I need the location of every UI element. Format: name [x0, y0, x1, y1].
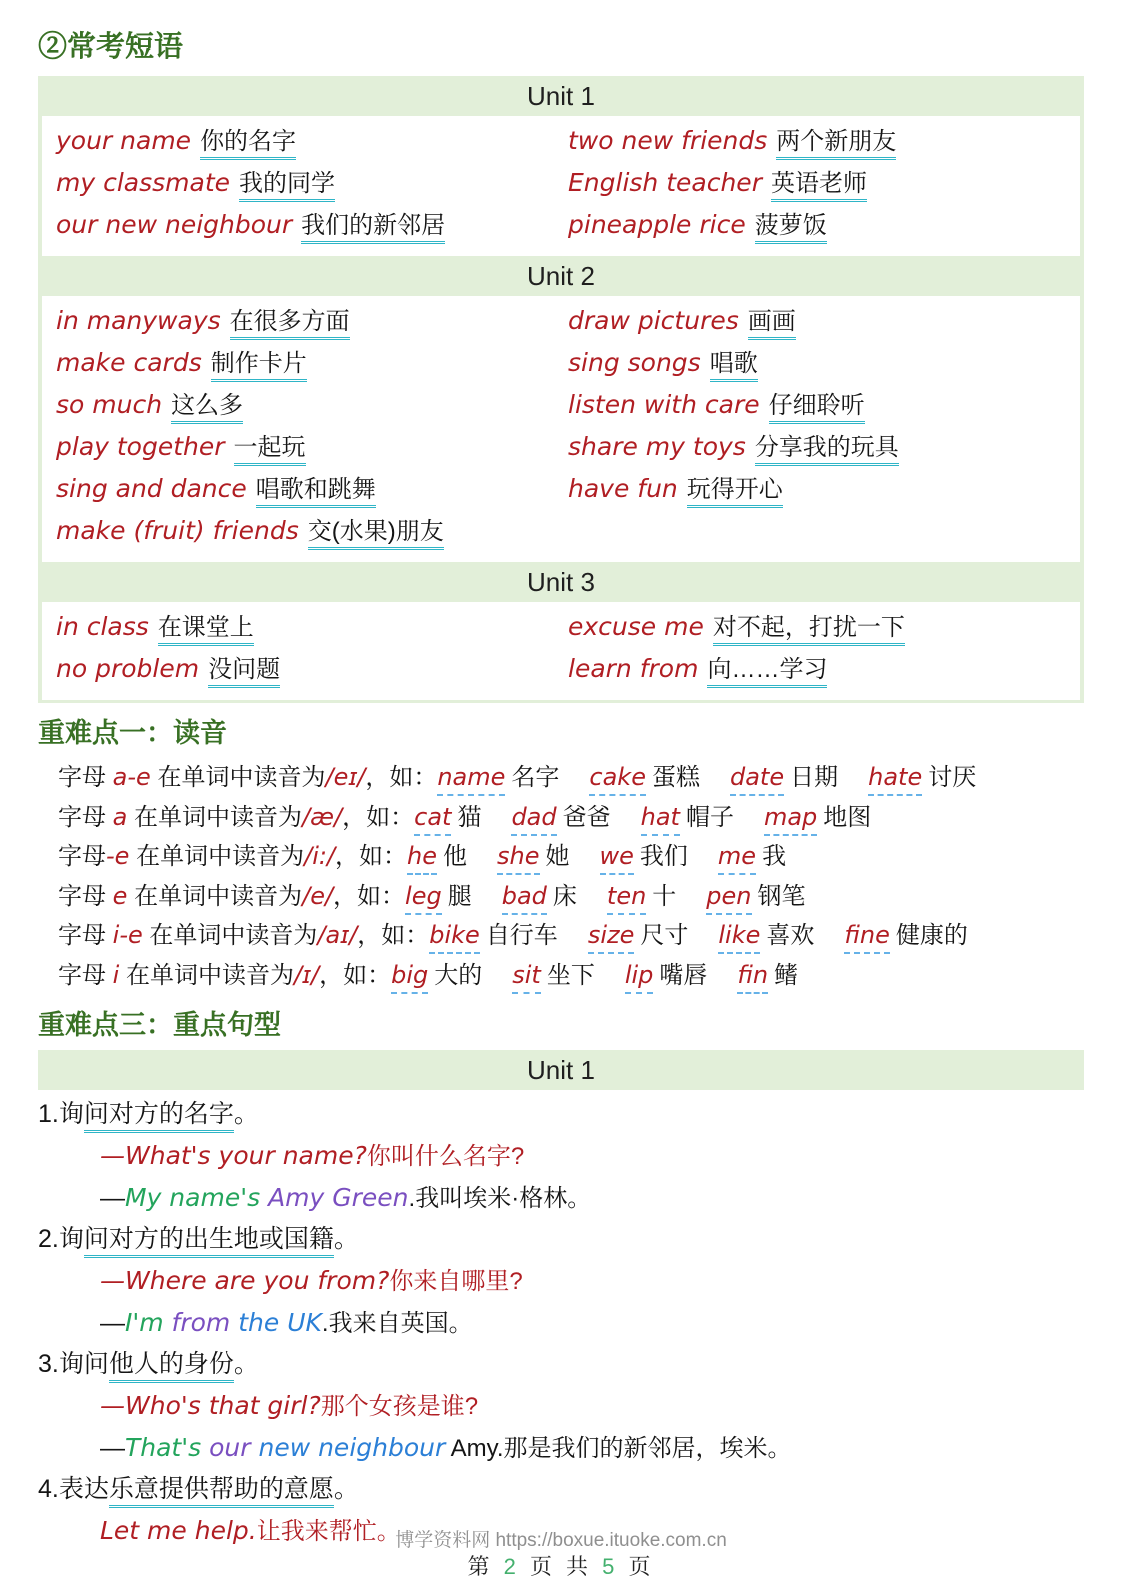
unit-2-left-column — [56, 302, 568, 554]
item-number-text: 2.询 — [38, 1225, 84, 1253]
pronunciation-rule — [58, 798, 1084, 838]
rule-prefix: 字母 — [58, 764, 113, 791]
example-zh: 日期 — [790, 764, 839, 791]
rule-mid: 在单词中读音为 — [119, 961, 295, 989]
phrase-zh: 你的名字 — [200, 128, 296, 160]
rule-connector: ，如： — [365, 764, 438, 791]
sentence-item-title — [38, 1219, 1084, 1260]
example-zh: 讨厌 — [928, 764, 977, 791]
phrase-row — [56, 122, 568, 164]
question-en: —Who's that girl? — [100, 1391, 321, 1420]
example-pair — [641, 804, 734, 831]
unit-2-right-column — [568, 302, 1080, 554]
example-zh: 我们 — [639, 843, 688, 870]
rule-mid: 在单词中读音为 — [150, 764, 326, 791]
phrase-en: no problem — [56, 654, 200, 683]
phrase-en: so much — [56, 390, 163, 419]
phrase-zh: 仔细聆听 — [769, 392, 865, 424]
section-heading-sentence-patterns: 重难点三：重点句型 — [38, 1010, 281, 1040]
example-en: lip — [625, 961, 654, 994]
example-en: size — [588, 921, 635, 954]
phrase-zh: 向……学习 — [707, 656, 827, 688]
phrase-en: English teacher — [568, 168, 762, 197]
rule-mid: 在单词中读音为 — [127, 803, 303, 831]
rule-letters: i-e — [112, 921, 143, 949]
answer-purple-segment: from — [171, 1308, 239, 1337]
phrase-zh: 英语老师 — [771, 170, 867, 202]
example-en: cat — [414, 803, 451, 836]
example-en: map — [764, 803, 817, 836]
phrase-zh: 在很多方面 — [230, 308, 350, 340]
example-zh: 地图 — [823, 803, 872, 831]
phrase-en: in class — [56, 612, 149, 641]
example-en: dad — [511, 803, 556, 836]
rule-phonetic: /aɪ/ — [317, 921, 358, 949]
item-title-end: 。 — [333, 1475, 359, 1503]
example-pair — [737, 962, 798, 989]
answer-dash: — — [100, 1309, 125, 1337]
phrase-en: share my toys — [568, 432, 746, 461]
dialog-answer-line — [38, 1177, 1084, 1219]
rule-letters: i — [112, 960, 120, 989]
rule-letters: a — [112, 802, 128, 831]
phrase-zh: 我们的新邻居 — [301, 212, 445, 244]
rule-phonetic: /ɪ/ — [294, 960, 320, 989]
sentence-item-title — [38, 1344, 1084, 1385]
example-en: big — [391, 961, 428, 994]
rule-mid: 在单词中读音为 — [127, 882, 303, 910]
example-en: ten — [607, 882, 646, 915]
rule-connector: ，如： — [333, 882, 406, 910]
example-zh: 她 — [545, 843, 570, 870]
phrase-row — [568, 470, 1080, 512]
dialog-answer-line — [38, 1302, 1084, 1344]
phrase-en: play together — [56, 432, 225, 461]
example-zh: 鳍 — [774, 961, 799, 989]
phrase-row — [56, 608, 568, 650]
phrase-row — [568, 608, 1080, 650]
example-zh: 他 — [443, 843, 468, 870]
phrase-en: listen with care — [568, 390, 760, 419]
example-zh: 健康的 — [895, 922, 968, 949]
page-label: 第 — [467, 1554, 504, 1579]
phrase-en: make cards — [56, 348, 202, 377]
page-label: 页 共 — [519, 1554, 603, 1579]
rule-letters: e — [112, 881, 128, 910]
rule-phonetic: /eɪ/ — [325, 763, 366, 791]
example-pair — [407, 843, 467, 870]
question-zh: 那个女孩是谁? — [320, 1393, 479, 1420]
answer-blue-segment: new neighbour — [258, 1433, 446, 1462]
example-zh: 大的 — [434, 961, 483, 989]
footer-site-link: 博学资料网 https://boxue.ituoke.com.cn — [395, 1530, 727, 1551]
example-en: he — [407, 842, 437, 875]
phrase-zh: 唱歌和跳舞 — [256, 476, 376, 508]
example-en: leg — [405, 882, 442, 915]
unit-1-right-column — [568, 122, 1080, 248]
item-underlined-text: 乐意提供帮助的意愿 — [109, 1475, 334, 1508]
item-title-end: 。 — [233, 1350, 259, 1378]
example-zh: 尺寸 — [640, 922, 689, 949]
phrase-row — [568, 428, 1080, 470]
example-pair — [868, 764, 976, 791]
example-en: me — [718, 842, 756, 875]
phrase-zh: 对不起，打扰一下 — [713, 614, 905, 646]
phrase-zh: 交(水果)朋友 — [308, 518, 444, 550]
phrase-en: make (fruit) friends — [56, 516, 299, 545]
statement-en: Let me help. — [100, 1516, 257, 1545]
question-zh: 你叫什么名字? — [366, 1143, 525, 1170]
example-pair — [497, 843, 569, 870]
statement-zh: 让我来帮忙。 — [256, 1518, 401, 1545]
example-pair — [588, 922, 689, 949]
phrase-row — [568, 206, 1080, 248]
phrase-zh: 玩得开心 — [687, 476, 783, 508]
phrase-row — [56, 164, 568, 206]
example-en: pen — [706, 882, 751, 915]
example-en: name — [437, 763, 505, 796]
rule-connector: ，如： — [335, 843, 408, 870]
example-zh: 喜欢 — [766, 922, 815, 949]
rule-mid: 在单词中读音为 — [129, 843, 305, 870]
example-pair — [718, 922, 814, 949]
phrase-row — [568, 122, 1080, 164]
example-pair — [429, 922, 558, 949]
phrase-row — [56, 512, 568, 554]
rule-mid: 在单词中读音为 — [142, 922, 318, 949]
answer-purple-segment: Amy Green — [268, 1183, 409, 1212]
page-indicator — [0, 1553, 1122, 1581]
phrase-en: learn from — [568, 654, 699, 683]
answer-green-segment: My name's — [125, 1183, 269, 1212]
rule-phonetic: /æ/ — [302, 802, 343, 831]
example-zh: 钢笔 — [757, 882, 806, 910]
phrase-zh: 分享我的玩具 — [755, 434, 899, 466]
phrase-en: excuse me — [568, 612, 704, 641]
answer-green-segment: That's — [125, 1433, 210, 1462]
answer-dash: — — [100, 1184, 125, 1212]
phrase-table — [38, 76, 1084, 703]
example-zh: 十 — [652, 882, 677, 910]
phrase-en: pineapple rice — [568, 210, 746, 239]
phrase-en: draw pictures — [568, 306, 739, 335]
example-pair — [391, 962, 482, 989]
answer-green-segment: I'm — [125, 1308, 172, 1337]
question-en: —What's your name? — [100, 1141, 367, 1170]
example-pair — [437, 764, 559, 791]
phrase-zh: 一起玩 — [234, 434, 306, 466]
pronunciation-rule — [58, 877, 1084, 917]
dialog-question-line — [38, 1385, 1084, 1427]
phrase-en: your name — [56, 126, 192, 155]
item-number-text: 3.询问 — [38, 1350, 109, 1378]
page-label: 页 — [618, 1554, 655, 1579]
rule-connector: ，如： — [357, 922, 430, 949]
unit-3-header: Unit 3 — [38, 562, 1084, 602]
sentence-patterns — [38, 1094, 1084, 1552]
dialog-question-line — [38, 1135, 1084, 1177]
phrase-row — [56, 470, 568, 512]
unit-3-body — [42, 602, 1080, 700]
example-pair — [502, 883, 577, 910]
example-pair — [414, 804, 481, 831]
phrase-row — [56, 386, 568, 428]
dialog-answer-line — [38, 1427, 1084, 1469]
example-en: she — [497, 842, 539, 875]
page-total: 5 — [602, 1554, 619, 1579]
phrase-en: my classmate — [56, 168, 231, 197]
unit-1-body — [42, 116, 1080, 256]
item-number-text: 1.询 — [38, 1100, 84, 1128]
example-pair — [764, 804, 871, 831]
example-pair — [625, 962, 708, 989]
pronunciation-rules — [38, 758, 1084, 995]
rule-phonetic: /i:/ — [304, 842, 336, 870]
phrase-en: have fun — [568, 474, 678, 503]
phrase-zh: 菠萝饭 — [755, 212, 827, 244]
example-en: fine — [844, 921, 889, 954]
phrase-row — [56, 428, 568, 470]
pronunciation-rule — [58, 956, 1084, 996]
phrase-en: sing songs — [568, 348, 701, 377]
answer-dash: — — [100, 1434, 125, 1462]
example-zh: 腿 — [447, 882, 472, 910]
phrase-row — [568, 164, 1080, 206]
answer-blue-segment: the UK — [238, 1308, 322, 1337]
phrase-zh: 制作卡片 — [211, 350, 307, 382]
item-title-end: 。 — [233, 1100, 259, 1128]
rule-connector: ，如： — [319, 961, 392, 989]
question-en: —Where are you from? — [100, 1266, 390, 1295]
unit-1-left-column — [56, 122, 568, 248]
unit-1-header: Unit 1 — [38, 76, 1084, 116]
example-pair — [512, 962, 595, 989]
answer-purple-segment: our — [209, 1433, 259, 1462]
rule-prefix: 字母 — [58, 961, 113, 989]
phrase-en: in manyways — [56, 306, 221, 335]
page-number: 2 — [503, 1554, 520, 1579]
rule-prefix: 字母 — [58, 843, 106, 870]
example-pair — [600, 843, 688, 870]
example-en: hat — [641, 803, 680, 836]
example-pair — [730, 764, 838, 791]
item-title-end: 。 — [333, 1225, 359, 1253]
rule-prefix: 字母 — [58, 922, 113, 949]
phrase-zh: 没问题 — [208, 656, 280, 688]
example-en: we — [600, 842, 634, 875]
sentence-item-title — [38, 1469, 1084, 1510]
phrase-zh: 这么多 — [171, 392, 243, 424]
answer-tail: .我叫埃米·格林。 — [408, 1185, 592, 1212]
example-zh: 名字 — [511, 764, 560, 791]
example-zh: 坐下 — [546, 961, 595, 989]
section-heading-pronunciation: 重难点一：读音 — [38, 718, 227, 748]
example-pair — [718, 843, 786, 870]
phrase-row — [568, 344, 1080, 386]
example-zh: 猫 — [457, 803, 482, 831]
unit-2-body — [42, 296, 1080, 562]
example-en: date — [730, 763, 784, 796]
example-pair — [706, 883, 805, 910]
phrase-zh: 在课堂上 — [158, 614, 254, 646]
phrase-row — [568, 386, 1080, 428]
unit-3-left-column — [56, 608, 568, 692]
unit-3-right-column — [568, 608, 1080, 692]
example-pair — [607, 883, 676, 910]
phrase-zh: 唱歌 — [710, 350, 758, 382]
phrase-row — [568, 302, 1080, 344]
question-zh: 你来自哪里? — [389, 1268, 523, 1295]
rule-letters: a-e — [112, 763, 151, 791]
sentence-unit-1-header: Unit 1 — [38, 1050, 1084, 1090]
phrase-row — [56, 206, 568, 248]
answer-tail: .我来自英国。 — [321, 1310, 473, 1337]
example-zh: 嘴唇 — [659, 961, 708, 989]
example-zh: 帽子 — [685, 803, 734, 831]
example-pair — [511, 804, 610, 831]
phrase-en: our new neighbour — [56, 210, 293, 239]
pronunciation-rule — [58, 837, 1084, 877]
phrase-en: two new friends — [568, 126, 768, 155]
dialog-question-line — [38, 1260, 1084, 1302]
answer-tail: Amy.那是我们的新邻居，埃米。 — [445, 1435, 792, 1462]
example-zh: 我 — [762, 843, 787, 870]
rule-prefix: 字母 — [58, 803, 113, 831]
item-underlined-text: 他人的身份 — [109, 1350, 234, 1383]
example-zh: 蛋糕 — [651, 764, 700, 791]
page-footer — [0, 1529, 1122, 1581]
page-title: ②常考短语 — [38, 31, 184, 63]
example-zh: 自行车 — [485, 922, 558, 949]
example-en: bike — [429, 921, 480, 954]
rule-letters: -e — [106, 842, 130, 870]
rule-connector: ，如： — [342, 803, 415, 831]
example-pair — [844, 922, 967, 949]
phrase-en: sing and dance — [56, 474, 247, 503]
phrase-row — [56, 650, 568, 692]
phrase-zh: 画画 — [748, 308, 796, 340]
rule-prefix: 字母 — [58, 882, 113, 910]
example-en: bad — [502, 882, 547, 915]
rule-phonetic: /e/ — [302, 881, 334, 910]
example-zh: 床 — [552, 882, 577, 910]
example-zh: 爸爸 — [562, 803, 611, 831]
example-en: cake — [589, 763, 646, 796]
example-pair — [405, 883, 472, 910]
pronunciation-rule — [58, 758, 1084, 798]
phrase-zh: 两个新朋友 — [776, 128, 896, 160]
example-en: like — [718, 921, 760, 954]
example-en: fin — [737, 961, 768, 994]
phrase-zh: 我的同学 — [239, 170, 335, 202]
pronunciation-rule — [58, 916, 1084, 956]
item-underlined-text: 问对方的名字 — [84, 1100, 234, 1133]
example-en: sit — [512, 961, 541, 994]
item-number-text: 4.表达 — [38, 1475, 109, 1503]
phrase-row — [568, 650, 1080, 692]
example-pair — [589, 764, 700, 791]
phrase-row — [56, 344, 568, 386]
sentence-item-title — [38, 1094, 1084, 1135]
phrase-row — [56, 302, 568, 344]
item-underlined-text: 问对方的出生地或国籍 — [84, 1225, 334, 1258]
example-en: hate — [868, 763, 922, 796]
unit-2-header: Unit 2 — [38, 256, 1084, 296]
